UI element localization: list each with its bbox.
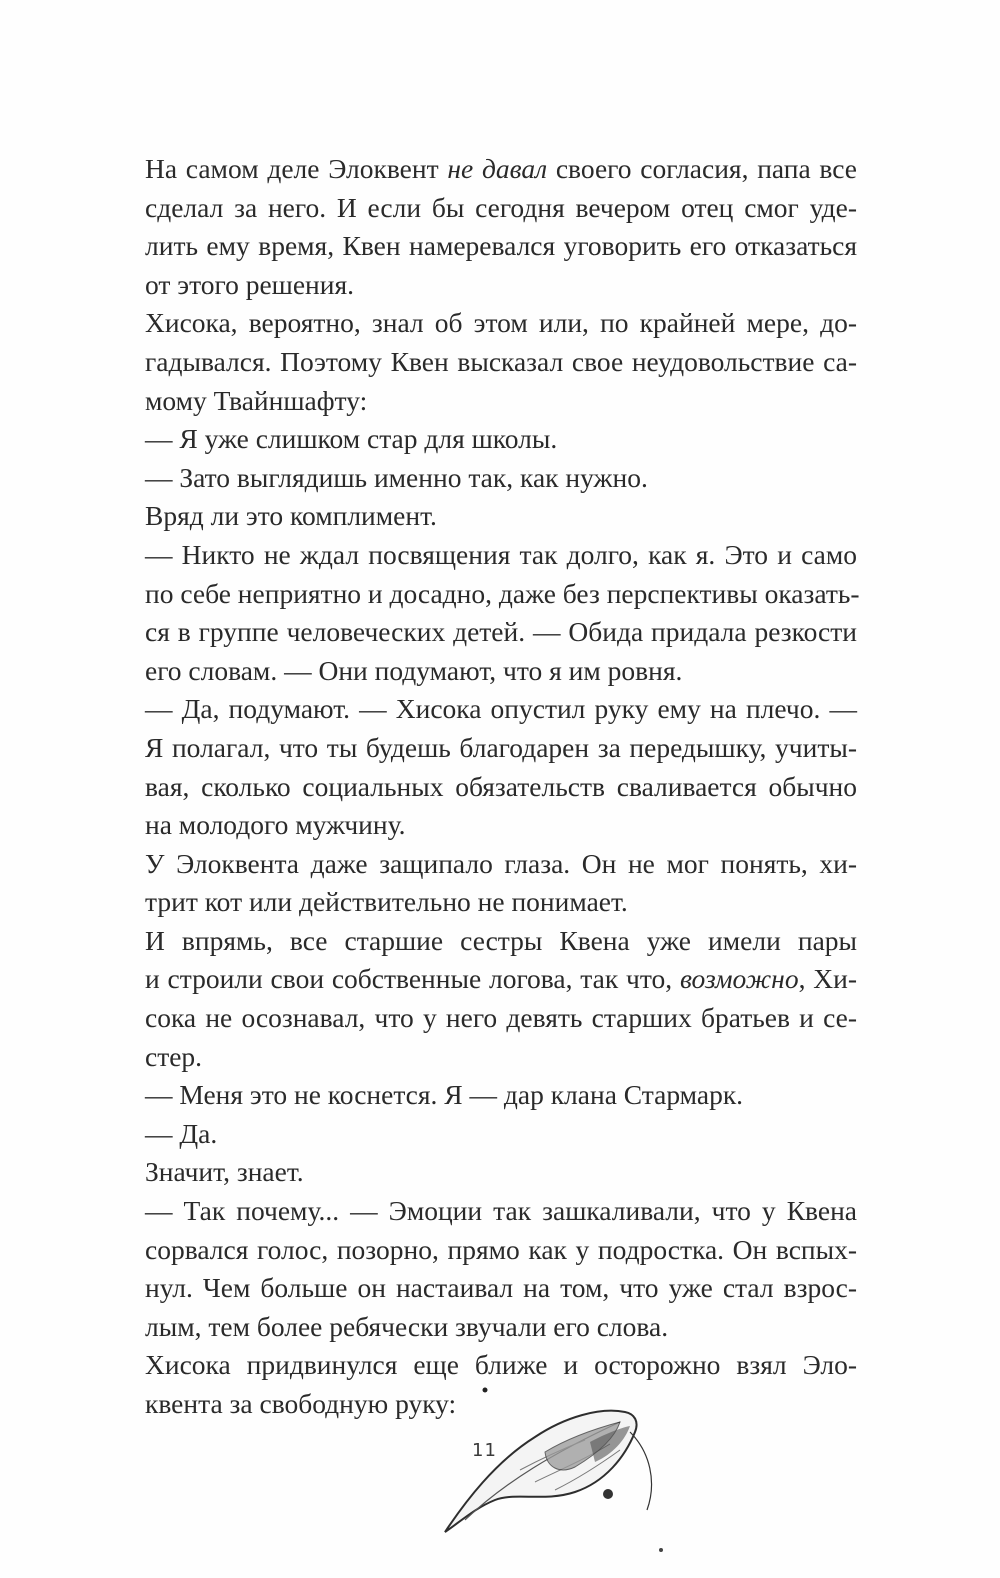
text-line: У Элоквента даже защипало глаза. Он не мог понять, хи- — [145, 847, 857, 879]
paragraph — [145, 497, 857, 536]
paragraph — [145, 690, 857, 844]
paragraph — [145, 922, 857, 1076]
text-line: — Да, подумают. — Хисока опустил руку ему на плечо. — — [145, 693, 857, 725]
text-line: — Да. — [145, 1117, 218, 1149]
text-line: ся в группе человеческих детей. — Обида придала резкости — [145, 616, 857, 648]
paragraph — [145, 845, 857, 922]
paragraph — [145, 1192, 857, 1346]
text-line: — Никто не ждал посвящения так долго, как я. Это и само — [145, 538, 857, 570]
text-line: И впрямь, все старшие сестры Квена уже имели пары — [145, 924, 857, 956]
text-line: лить ему время, Квен намеревался уговорить его отказаться — [145, 230, 857, 262]
text-line: лым, тем более ребячески звучали его слова. — [145, 1310, 669, 1342]
text-line: на молодого мужчину. — [145, 809, 406, 841]
text-line: мому Твайншафту: — [145, 384, 368, 416]
line-text: своего согласия, папа все — [547, 153, 858, 184]
emphasis-text: возможно — [679, 963, 799, 995]
emphasis-text: не давал — [447, 153, 548, 184]
text-line: от этого решения. — [145, 268, 355, 300]
text-line: трит кот или действительно не понимает. — [145, 886, 628, 918]
paragraph — [145, 1153, 857, 1192]
text-line: гадывался. Поэтому Квен высказал свое неудовольствие са- — [145, 345, 857, 377]
text-line: по себе неприятно и досадно, даже без перспективы оказать- — [145, 577, 860, 609]
text-line: стер. — [145, 1040, 203, 1072]
paragraph — [145, 304, 857, 420]
text-line: — Зато выглядишь именно так, как нужно. — [145, 461, 648, 493]
text-line: сделал за него. И если бы сегодня вечером отец смог уде- — [145, 191, 857, 223]
text-line: Хисока, вероятно, знал об этом или, по крайней мере, до- — [145, 307, 857, 339]
page-number: 11 — [472, 1440, 497, 1461]
body-text — [145, 150, 860, 1424]
text-line: — Так почему... — Эмоции так зашкаливали, что у Квена — [145, 1195, 857, 1227]
line-text: , Хи- — [798, 963, 858, 995]
paragraph — [145, 150, 857, 304]
text-line: — Я уже слишком стар для школы. — [145, 423, 558, 455]
text-line: нул. Чем больше он настаивал на том, что уже стал взрос- — [145, 1272, 857, 1304]
paragraph — [145, 1115, 857, 1154]
text-line: его словам. — Они подумают, что я им ровня. — [145, 654, 683, 686]
paragraph — [145, 420, 857, 459]
text-line: квента за свободную руку: — [145, 1388, 457, 1419]
text-line: сока не осознавал, что у него девять старших братьев и се- — [145, 1002, 857, 1034]
paragraph — [145, 536, 860, 690]
feather-icon — [425, 1382, 675, 1562]
text-line: Я полагал, что ты будешь благодарен за передышку, учиты- — [145, 731, 857, 763]
text-line — [145, 150, 857, 189]
text-line: сорвался голос, позорно, прямо как у подростка. Он вспых- — [145, 1233, 857, 1265]
text-line: Вряд ли это комплимент. — [145, 500, 437, 532]
text-line: — Меня это не коснется. Я — дар клана Стармарк. — [145, 1079, 744, 1111]
line-text: и строили свои собственные логова, так что, — [145, 963, 680, 995]
text-line — [145, 960, 857, 999]
text-line: Хисока придвинулся еще ближе и осторожно взял Эло- — [145, 1349, 857, 1381]
paragraph — [145, 1076, 857, 1115]
text-line: Значит, знает. — [145, 1156, 304, 1188]
text-line: вая, сколько социальных обязательств сваливается обычно — [145, 770, 857, 802]
line-text: На самом деле Элоквент — [145, 153, 448, 184]
paragraph — [145, 459, 857, 498]
